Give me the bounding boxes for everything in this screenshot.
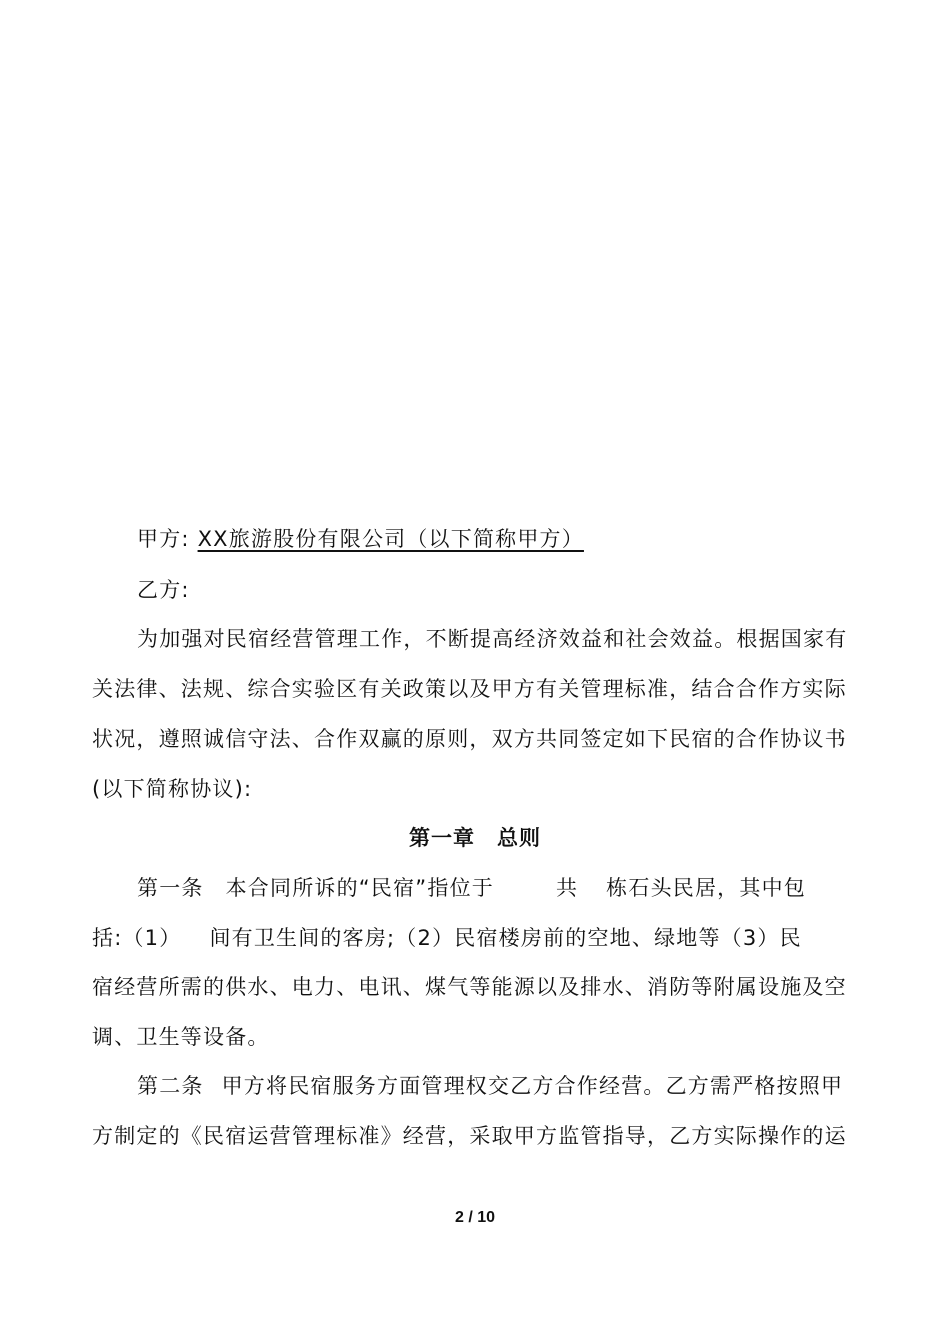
article-1-text-b: 共 bbox=[555, 876, 579, 900]
article-1-text-c: 栋石头民居，其中包 bbox=[606, 876, 806, 900]
article-1-line-4: 调、卫生等设备。 bbox=[92, 1025, 270, 1049]
preamble-line-3: 状况，遵照诚信守法、合作双赢的原则，双方共同签定如下民宿的合作协议书 bbox=[92, 727, 847, 751]
article-1-text-d: 括:（1） bbox=[92, 926, 182, 950]
article-2-text-a: 甲方将民宿服务方面管理权交乙方合作经营。乙方需严格按照甲 bbox=[221, 1074, 844, 1098]
article-1-line-2 bbox=[92, 926, 852, 950]
page-number: 2 / 10 bbox=[454, 1209, 496, 1226]
party-a-line bbox=[137, 527, 897, 551]
party-a-value: XX旅游股份有限公司（以下简称甲方） bbox=[197, 527, 584, 551]
article-2-line-1 bbox=[137, 1074, 897, 1098]
preamble-line-1: 为加强对民宿经营管理工作，不断提高经济效益和社会效益。根据国家有 bbox=[137, 627, 848, 651]
article-1-line-1 bbox=[137, 876, 897, 900]
article-1-label: 第一条 bbox=[137, 876, 204, 900]
article-2-line-2: 方制定的《民宿运营管理标准》经营，采取甲方监管指导，乙方实际操作的运 bbox=[92, 1124, 847, 1148]
chapter-title: 第一章 总则 bbox=[409, 826, 541, 850]
article-1-line-3: 宿经营所需的供水、电力、电讯、煤气等能源以及排水、消防等附属设施及空 bbox=[92, 975, 847, 999]
preamble-line-4: (以下简称协议): bbox=[92, 777, 253, 801]
preamble-line-2: 关法律、法规、综合实验区有关政策以及甲方有关管理标准，结合合作方实际 bbox=[92, 677, 847, 701]
article-1-text-a: 本合同所诉的“民宿”指位于 bbox=[225, 876, 494, 900]
article-1-text-e: 间有卫生间的客房;（2）民宿楼房前的空地、绿地等（3）民 bbox=[209, 926, 802, 950]
party-a-label: 甲方: bbox=[137, 527, 190, 551]
article-2-label: 第二条 bbox=[137, 1074, 204, 1098]
party-b-line bbox=[137, 578, 897, 602]
party-b-label: 乙方: bbox=[137, 578, 190, 602]
